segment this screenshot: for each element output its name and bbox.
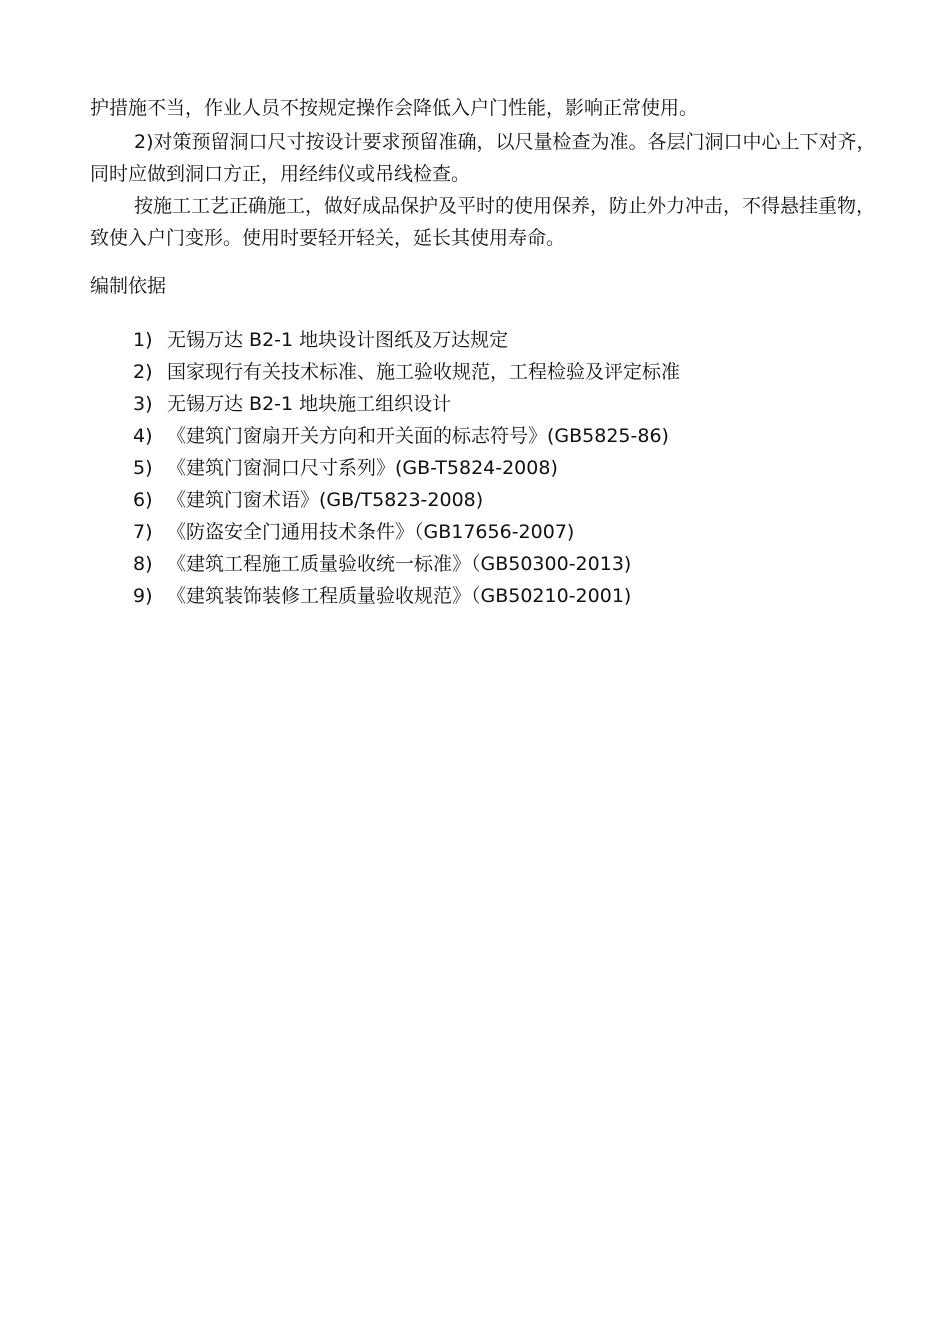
list-item [133,580,893,612]
list-item-text: 国家现行有关技术标准、施工验收规范，工程检验及评定标准 [167,361,681,383]
section-heading: 编制依据 [90,275,167,297]
list-item [133,356,893,388]
list-item-number: 6) [133,489,153,511]
list-item-text: 《建筑门窗洞口尺寸系列》(GB-T5824-2008) [167,457,558,479]
list-item-number: 8) [133,553,153,575]
list-item-text: 《防盗安全门通用技术条件》（GB17656-2007) [167,521,575,543]
list-item-text: 《建筑门窗扇开关方向和开关面的标志符号》(GB5825-86) [167,425,669,447]
list-item [133,388,893,420]
list-item-text: 无锡万达 B2-1 地块设计图纸及万达规定 [167,329,509,351]
list-item [133,452,893,484]
list-item [133,324,893,356]
list-item-text: 《建筑门窗术语》(GB/T5823-2008) [167,489,484,511]
list-item-text: 无锡万达 B2-1 地块施工组织设计 [167,393,452,415]
list-item-number: 1) [133,329,153,351]
list-item [133,484,893,516]
list-item-number: 9) [133,585,153,607]
list-item-number: 2) [133,361,153,383]
list-item-number: 3) [133,393,153,415]
basis-list [133,324,893,612]
list-item-number: 4) [133,425,153,447]
paragraph-construction-process: 按施工工艺正确施工，做好成品保护及平时的使用保养，防止外力冲击，不得悬挂重物，致使入户门变形。使用时要轻开轻关，延长其使用寿命。 [90,195,876,249]
paragraph-continuation: 护措施不当，作业人员不按规定操作会降低入户门性能，影响正常使用。 [90,97,699,119]
list-item-text: 《建筑装饰装修工程质量验收规范》（GB50210-2001) [167,585,632,607]
list-item [133,548,893,580]
list-item-text: 《建筑工程施工质量验收统一标准》（GB50300-2013) [167,553,632,575]
list-item [133,420,893,452]
list-item-number: 5) [133,457,153,479]
list-item [133,516,893,548]
paragraph-countermeasure: 2)对策预留洞口尺寸按设计要求预留准确，以尺量检查为准。各层门洞口中心上下对齐，同时应做到洞口方正，用经纬仪或吊线检查。 [90,131,876,185]
list-item-number: 7) [133,521,153,543]
